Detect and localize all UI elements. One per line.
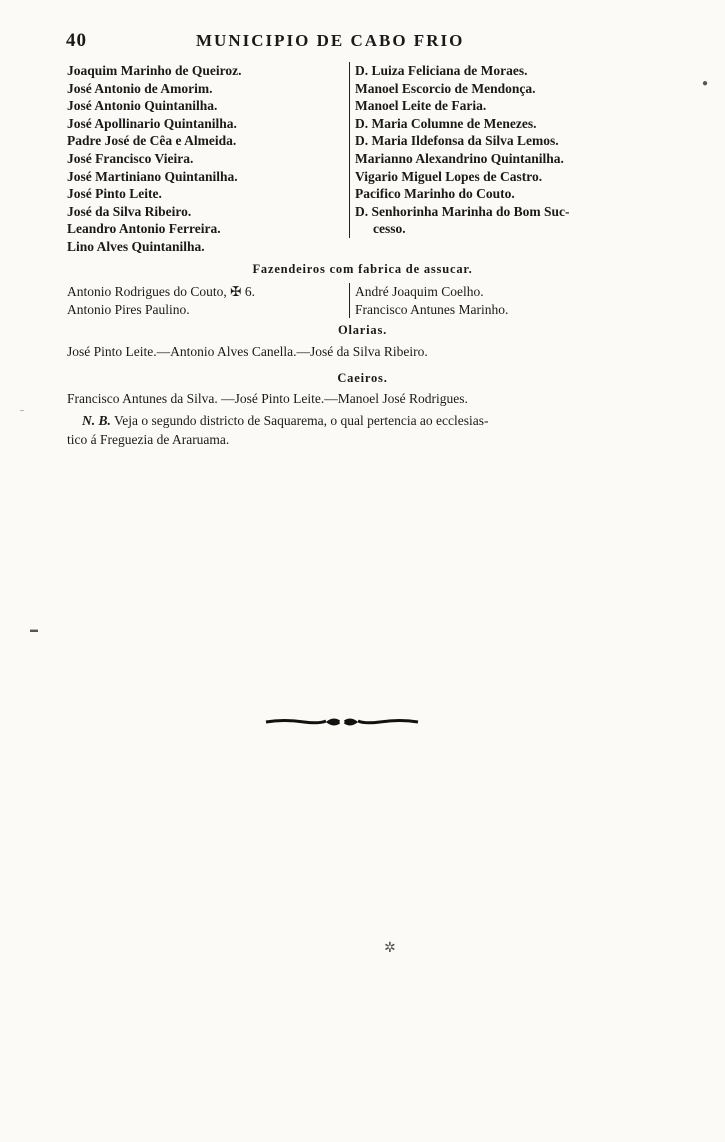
note-text-line-1: Veja o segundo districto de Saquarema, o qual pertencia ao ecclesias- (114, 413, 489, 428)
list-item: cesso. (373, 221, 406, 237)
list-item: Padre José de Cêa e Almeida. (67, 133, 237, 149)
list-item: Antonio Pires Paulino. (67, 301, 190, 317)
list-item: D. Maria Ildefonsa da Silva Lemos. (355, 133, 559, 149)
section-heading-caeiros: Caeiros. (337, 371, 388, 385)
list-item: André Joaquim Coelho. (355, 284, 484, 299)
list-item: Marianno Alexandrino Quintanilha. (355, 150, 564, 166)
fazendeiros-left-column (67, 283, 342, 318)
list-item: Lino Alves Quintanilha. (67, 238, 205, 254)
list-item: José Apollinario Quintanilha. (67, 115, 237, 131)
note-label: N. B. (82, 413, 111, 428)
residents-left-column (67, 62, 342, 256)
list-item: José da Silva Ribeiro. (67, 203, 192, 219)
residents-right-column (349, 62, 655, 238)
list-item: Manoel Leite de Faria. (355, 98, 487, 114)
list-item: Francisco Antunes Marinho. (355, 301, 509, 317)
list-item: D. Luiza Feliciana de Moraes. (355, 63, 528, 78)
section-heading-fazendeiros: Fazendeiros com fabrica de assucar. (252, 262, 473, 276)
list-item: Joaquim Marinho de Queiroz. (67, 63, 242, 78)
page-header (66, 30, 636, 52)
print-speck: ▬ (30, 625, 38, 634)
print-speck: ✲ (384, 941, 396, 956)
list-item: Antonio Rodrigues do Couto, ✠ 6. (67, 284, 255, 299)
list-item: Vigario Miguel Lopes de Castro. (355, 168, 543, 184)
section-heading-olarias: Olarias. (337, 323, 388, 337)
list-item: José Antonio de Amorim. (67, 80, 213, 96)
list-item: Manoel Escorcio de Mendonça. (355, 80, 536, 96)
residents-list (67, 62, 647, 258)
list-item: José Martiniano Quintanilha. (67, 168, 238, 184)
ornamental-rule (264, 714, 420, 730)
note-text-line-2: tico á Freguezia de Araruama. (67, 432, 230, 447)
fazendeiros-list (67, 283, 647, 321)
list-item: Leandro Antonio Ferreira. (67, 221, 221, 237)
page-number: 40 (66, 30, 87, 51)
olarias-text: José Pinto Leite.—Antonio Alves Canella.—José da Silva Ribeiro. (67, 344, 428, 359)
list-item: D. Maria Columne de Menezes. (355, 115, 537, 131)
list-item: José Francisco Vieira. (67, 150, 194, 166)
list-item: José Pinto Leite. (67, 186, 162, 202)
running-title: MUNICIPIO DE CABO FRIO (196, 31, 465, 50)
fazendeiros-right-column (349, 283, 655, 318)
list-item: Pacifico Marinho do Couto. (355, 186, 515, 202)
caeiros-text: Francisco Antunes da Silva. —José Pinto Leite.—Manoel José Rodrigues. (67, 391, 468, 406)
print-speck: – (20, 405, 24, 414)
list-item: D. Senhorinha Marinha do Bom Suc- (355, 203, 570, 219)
list-item: José Antonio Quintanilha. (67, 98, 218, 114)
print-speck: ● (702, 78, 709, 89)
note-line (82, 413, 489, 429)
